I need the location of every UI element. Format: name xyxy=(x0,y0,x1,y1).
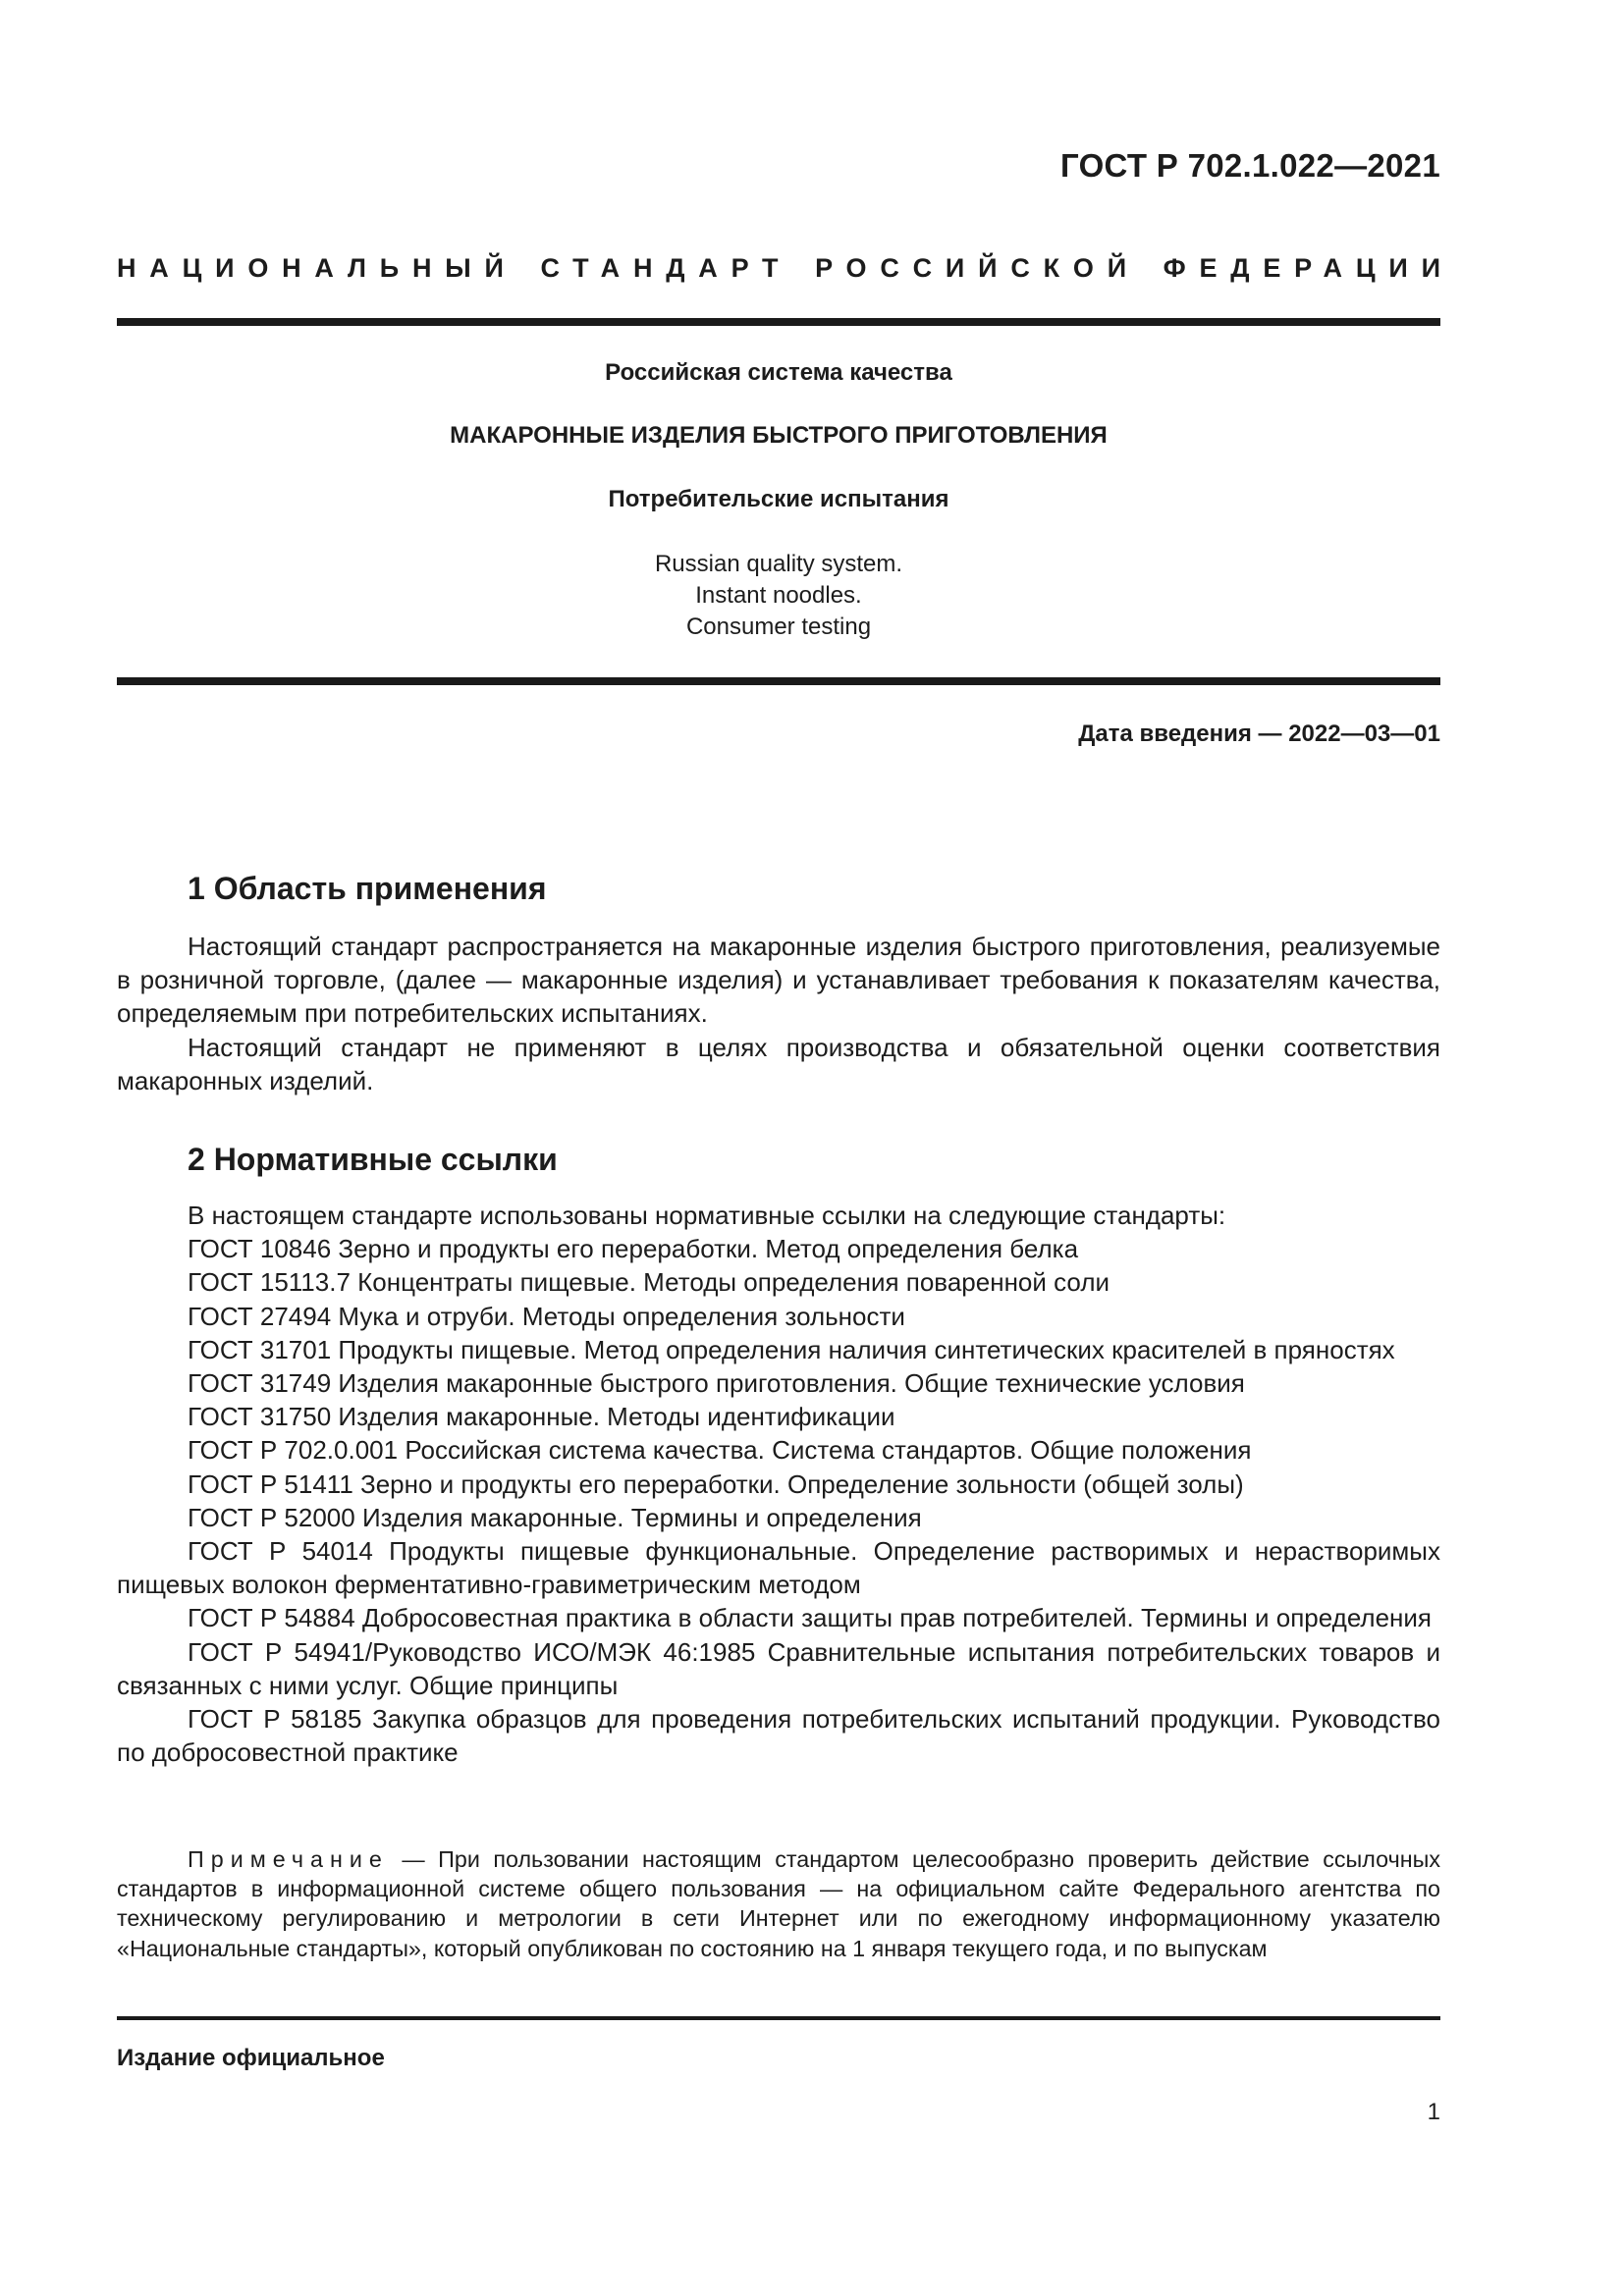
title-divider xyxy=(117,677,1440,685)
english-title-line: Consumer testing xyxy=(685,614,872,640)
references-body xyxy=(117,1199,1440,1769)
section-heading-scope: 1 Область применения xyxy=(188,871,547,906)
system-title: Российская система качества xyxy=(605,359,952,386)
references-intro: В настоящем стандарте использованы нормативные ссылки на следующие стандарты: xyxy=(188,1201,1226,1230)
scope-paragraph: Настоящий стандарт не применяют в целях производства и обязательной оценки соответствия макаронных изделий. xyxy=(117,1032,1440,1095)
reference-item: ГОСТ Р 52000 Изделия макаронные. Термины и определения xyxy=(188,1502,922,1532)
banner-word: НАЦИОНАЛЬНЫЙ xyxy=(117,253,517,283)
english-title-line: Instant noodles. xyxy=(695,582,862,609)
product-title: МАКАРОННЫЕ ИЗДЕЛИЯ БЫСТРОГО ПРИГОТОВЛЕНИЯ xyxy=(450,422,1108,449)
reference-item: ГОСТ 31701 Продукты пищевые. Метод определения наличия синтетических красителей в пряностях xyxy=(188,1334,1395,1364)
page-number: 1 xyxy=(1427,2099,1440,2125)
national-standard-banner xyxy=(117,253,1454,284)
reference-item: ГОСТ Р 702.0.001 Российская система качества. Система стандартов. Общие положения xyxy=(188,1435,1252,1466)
english-title-line: Russian quality system. xyxy=(654,551,903,577)
reference-item: ГОСТ 31749 Изделия макаронные быстрого приготовления. Общие технические условия xyxy=(188,1368,1245,1399)
reference-item: ГОСТ 31750 Изделия макаронные. Методы идентификации xyxy=(188,1402,895,1432)
note-text: — При пользовании настоящим стандартом целесообразно проверить действие ссылочных стандартов в информационной системе общего пользования — на официальном сайте Федерального агентства по техническому регулированию и метрологии в сети Интернет или по ежегодному информационному указателю «Национальные стандарты», который опубликован по состоянию на 1 января текущего года, и по выпускам xyxy=(117,1846,1440,1961)
reference-item: ГОСТ 15113.7 Концентраты пищевые. Методы определения поваренной соли xyxy=(188,1267,1110,1298)
banner-word: РОССИЙСКОЙ xyxy=(815,253,1140,283)
reference-item: ГОСТ 10846 Зерно и продукты его переработки. Метод определения белка xyxy=(188,1234,1079,1264)
reference-item: ГОСТ Р 54941/Руководство ИСО/МЭК 46:1985 Сравнительные испытания потребительских товаров и связанных с ними услуг. Общие принципы xyxy=(117,1636,1440,1700)
banner-word: СТАНДАРТ xyxy=(540,253,792,283)
english-title xyxy=(117,549,1440,643)
edition-label: Издание официальное xyxy=(117,2045,385,2071)
section-heading-references: 2 Нормативные ссылки xyxy=(188,1142,558,1177)
note-label: Примечание xyxy=(188,1846,389,1872)
reference-item: ГОСТ Р 58185 Закупка образцов для проведения потребительских испытаний продукции. Руководство по добросовестной практике xyxy=(117,1704,1440,1768)
scope-paragraph: Настоящий стандарт распространяется на макаронные изделия быстрого приготовления, реализуемые в розничной торговле, (далее — макаронные изделия) и устанавливает требования к показателям качества, определяемым при потребительских испытаниях. xyxy=(117,932,1440,1029)
reference-item: ГОСТ Р 54884 Добросовестная практика в области защиты прав потребителей. Термины и определения xyxy=(188,1603,1433,1633)
banner-word: ФЕДЕРАЦИИ xyxy=(1163,253,1454,283)
footer-divider xyxy=(117,2016,1440,2020)
reference-item: ГОСТ 27494 Мука и отруби. Методы определения зольности xyxy=(188,1301,905,1331)
references-note xyxy=(117,1844,1440,1963)
introduction-date: Дата введения — 2022—03—01 xyxy=(1078,721,1440,747)
reference-item: ГОСТ Р 51411 Зерно и продукты его переработки. Определение зольности (общей золы) xyxy=(188,1468,1244,1499)
standard-designation: ГОСТ Р 702.1.022—2021 xyxy=(1060,147,1440,184)
scope-body xyxy=(117,930,1440,1097)
subject-title: Потребительские испытания xyxy=(608,486,949,512)
reference-item: ГОСТ Р 54014 Продукты пищевые функциональные. Определение растворимых и нерастворимых пищевых волокон ферментативно-гравиметрическим методом xyxy=(117,1536,1440,1600)
header-divider xyxy=(117,318,1440,326)
